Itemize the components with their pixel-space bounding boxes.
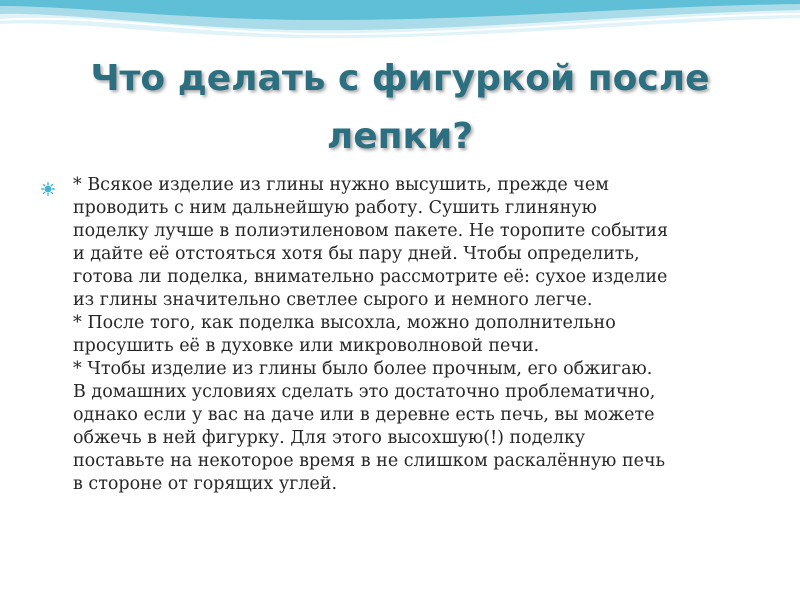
body-text xyxy=(73,174,763,496)
body-line: проводить с ним дальнейшую работу. Сушить глиняную xyxy=(73,198,597,218)
body-line: * После того, как поделка высохла, можно дополнительно xyxy=(73,313,616,333)
body-line: готова ли поделка, внимательно рассмотрите её: сухое изделие xyxy=(73,267,668,287)
body-line: из глины значительно светлее сырого и немного легче. xyxy=(73,290,593,310)
body-line: однако если у вас на даче или в деревне есть печь, вы можете xyxy=(73,405,655,425)
sun-burst-bullet-icon xyxy=(41,182,55,196)
body-line: поделку лучше в полиэтиленовом пакете. Не торопите события xyxy=(73,221,668,241)
body-line: обжечь в ней фигурку. Для этого высохшую(!) поделку xyxy=(73,428,586,448)
body-line: и дайте её отстояться хотя бы пару дней. Чтобы определить, xyxy=(73,244,640,264)
slide-title-line-2: лепки? xyxy=(326,116,474,157)
slide-title xyxy=(40,50,760,166)
body-line: В домашних условиях сделать это достаточно проблематично, xyxy=(73,382,656,402)
body-line: * Всякое изделие из глины нужно высушить, прежде чем xyxy=(73,175,609,195)
body-line: поставьте на некоторое время в не слишком раскалённую печь xyxy=(73,451,666,471)
body-line: просушить её в духовке или микроволновой печи. xyxy=(73,336,540,356)
body-line: в стороне от горящих углей. xyxy=(73,474,338,494)
slide-title-line-1: Что делать с фигуркой после xyxy=(90,58,710,99)
body-line: * Чтобы изделие из глины было более прочным, его обжигаю. xyxy=(73,359,653,379)
